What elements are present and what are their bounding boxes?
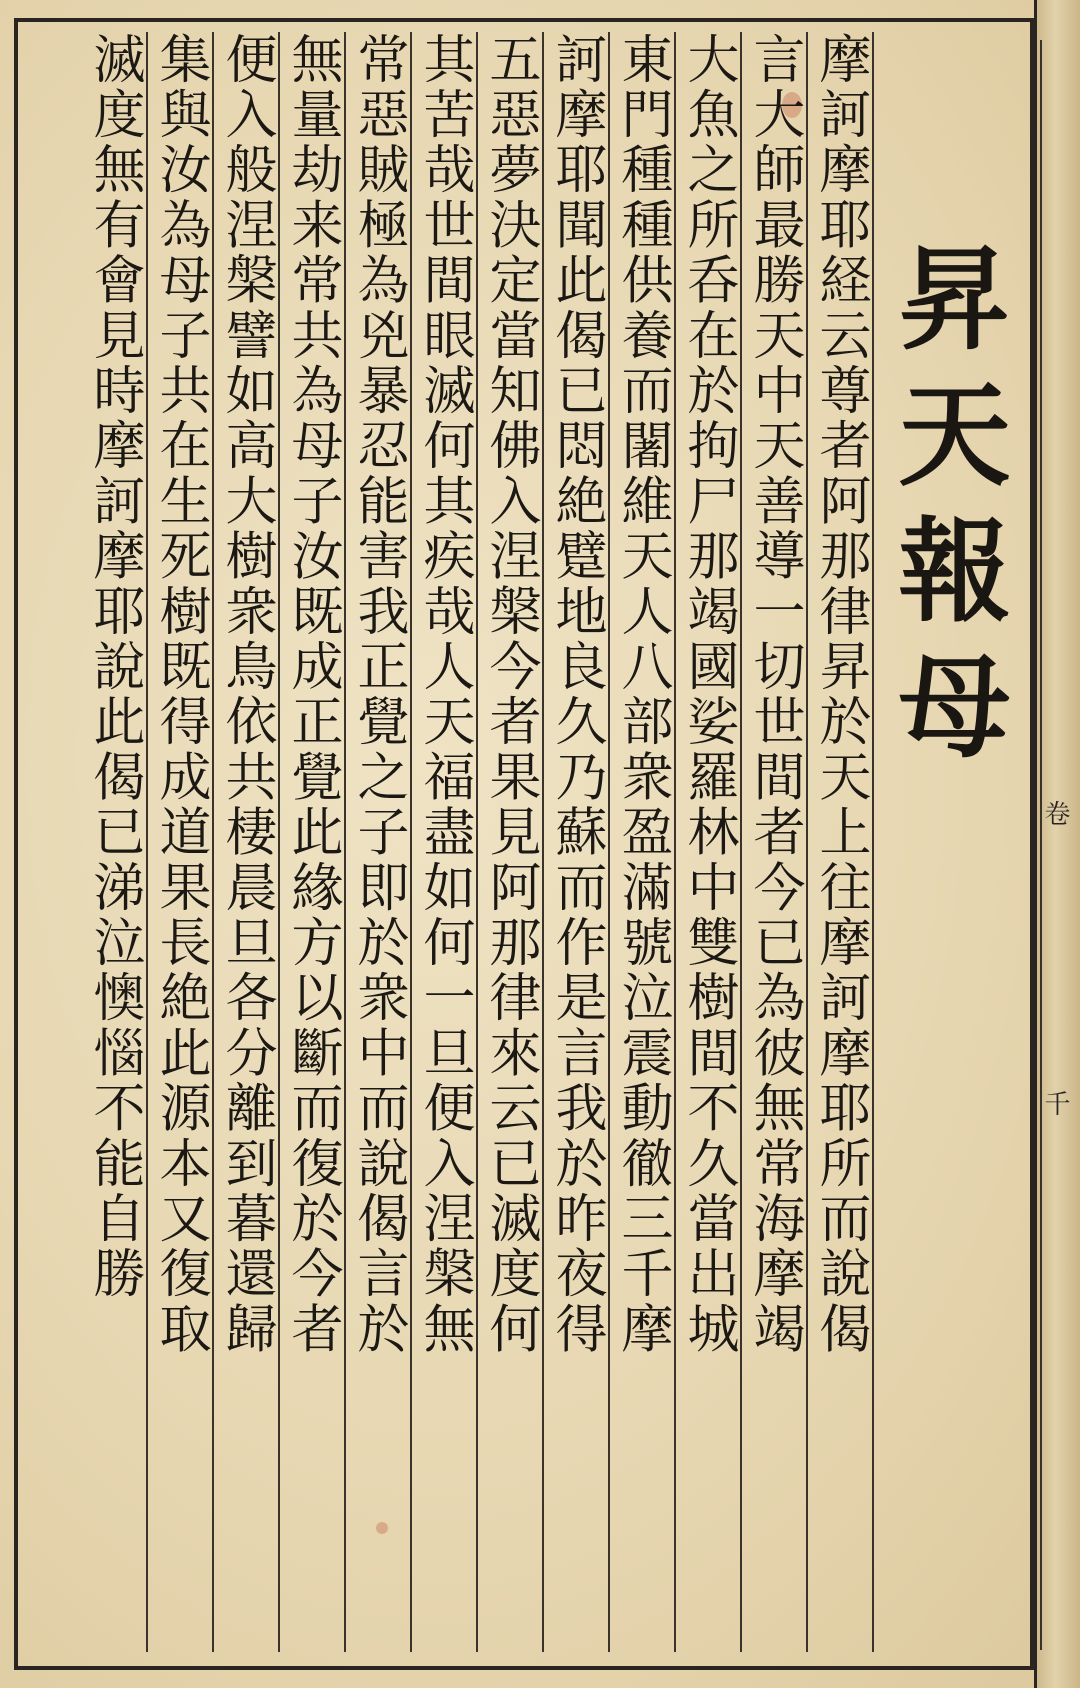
text-column-7: 其苦哉世間眼滅何其疾哉人天福盡如何一旦便入涅槃無: [414, 32, 474, 1357]
column-rule: [674, 32, 676, 1652]
column-rule: [542, 32, 544, 1652]
column-rule: [212, 32, 214, 1652]
column-rule: [740, 32, 742, 1652]
page-title: 昇天報母: [880, 240, 1011, 784]
text-column-12: 滅度無有會見時摩訶摩耶說此偈已涕泣懊惱不能自勝: [84, 32, 144, 1302]
column-rule: [608, 32, 610, 1652]
text-column-2: 言大師最勝天中天善導一切世間者今已為彼無常海摩竭: [744, 32, 804, 1357]
text-column-6: 五惡夢決定當知佛入涅槃今者果見阿那律來云已滅度何: [480, 32, 540, 1357]
column-rule: [410, 32, 412, 1652]
text-column-8: 常惡賊極為兇暴忍能害我正覺之子即於衆中而說偈言於: [348, 32, 408, 1357]
column-rule: [476, 32, 478, 1652]
spine-mark-2: 千: [1040, 1090, 1070, 1116]
text-column-4: 東門種種供養而闍維天人八部衆盈滿號泣震動徹三千摩: [612, 32, 672, 1357]
text-column-10: 便入般涅槃譬如高大樹衆鳥依共棲晨旦各分離到暮還歸: [216, 32, 276, 1357]
column-rule: [146, 32, 148, 1652]
body-text: [40, 32, 872, 1652]
text-column-3: 大魚之所呑在於拘尸那竭國娑羅林中雙樹間不久當出城: [678, 32, 738, 1357]
text-column-5: 訶摩耶聞此偈已悶絶躄地良久乃蘇而作是言我於昨夜得: [546, 32, 606, 1357]
title-divider: [872, 32, 874, 1652]
column-rule: [278, 32, 280, 1652]
text-column-11: 集與汝為母子共在生死樹既得成道果長絶此源本又復取: [150, 32, 210, 1357]
column-rule: [344, 32, 346, 1652]
column-rule: [806, 32, 808, 1652]
text-column-9: 無量劫来常共為母子汝既成正覺此緣方以斷而復於今者: [282, 32, 342, 1357]
spine-rule: [1040, 40, 1042, 1650]
spine-mark-1: 卷: [1040, 800, 1070, 826]
text-column-1: 摩訶摩耶経云尊者阿那律昇於天上往摩訶摩耶所而說偈: [810, 32, 870, 1357]
